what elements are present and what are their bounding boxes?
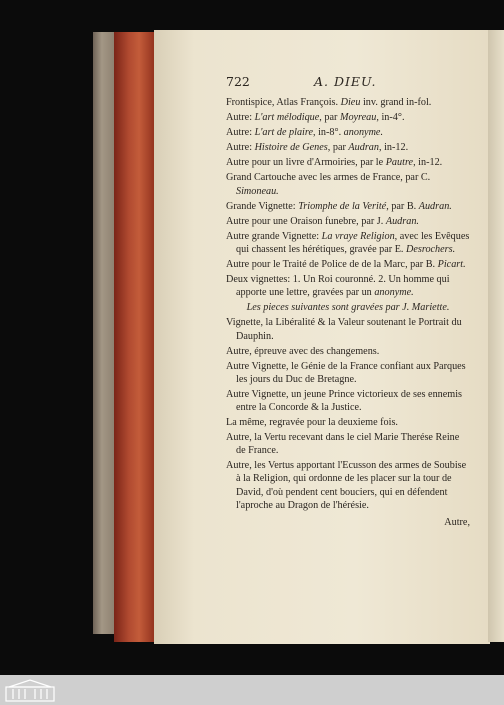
entry-text: Autre, épreuve avec des changemens. — [226, 345, 380, 357]
library-building-icon — [5, 678, 55, 702]
entry-italic-text: Histoire de Genes — [254, 142, 328, 154]
catalog-entry — [226, 126, 470, 139]
book-fore-edge — [93, 32, 115, 634]
entry-italic-text: Audran. — [418, 200, 452, 212]
entry-text: , par B. — [386, 200, 419, 212]
catalog-entry — [226, 230, 470, 256]
entry-text: , par — [327, 142, 349, 154]
entry-text: , in-4°. — [376, 112, 405, 124]
entry-text: , par — [319, 112, 340, 124]
entry-text: Deux vignettes: 1. Un Roi couronné. 2. Un homme qui apporte une lettre, gravées par un — [226, 274, 450, 299]
catalog-entry — [226, 171, 470, 197]
catalog-entry — [226, 431, 470, 457]
running-head: A. DIEU. — [314, 74, 377, 89]
section-heading: Les pieces suivantes sont gravées par J. Mariette. — [246, 302, 450, 314]
entry-italic-text: Audran — [348, 142, 379, 154]
catalog-entry — [226, 316, 470, 342]
entry-text: Autre: — [226, 112, 255, 124]
entry-italic-text: Desrochers. — [406, 243, 456, 255]
catalog-entry — [226, 345, 470, 358]
entry-italic-text: anonyme. — [374, 287, 414, 299]
facing-page-edge — [488, 30, 504, 642]
catalog-entry — [226, 360, 470, 386]
entry-italic-text: Audran. — [385, 215, 419, 227]
catalog-entry — [226, 388, 470, 414]
entry-text: , in-8°. — [312, 127, 344, 139]
catalog-entry — [226, 459, 470, 511]
viewer-footer-bar — [0, 675, 504, 705]
entry-italic-text: Dieu — [340, 97, 361, 108]
entry-text: Autre, les Vertus apportant l'Ecusson des armes de Soubise à la Religion, qui ordonne de les placer sur la tour de David, d'où pendent cent bouciers, qui en défendent l'aproche au Dragon de l'hérésie. — [226, 460, 467, 511]
catalog-entry — [226, 200, 470, 213]
entry-italic-text: L'art mélodique — [254, 112, 320, 124]
entry-italic-text: Pautre — [385, 157, 414, 169]
entry-text: La même, regravée pour la deuxieme fois. — [226, 417, 398, 429]
entry-text: Autre pour le Traité de Police de de la Marc, par B. — [226, 259, 438, 271]
entry-italic-text: Moyreau — [339, 112, 377, 124]
entry-text: inv. grand in-fol. — [360, 97, 432, 108]
entry-italic-text: anonyme. — [343, 127, 383, 139]
entry-text: Grande Vignette: — [226, 200, 299, 212]
entry-text: Autre pour une Oraison funebre, par J. — [226, 215, 386, 227]
book-edge-red — [114, 32, 156, 642]
page-number: 722 — [226, 74, 250, 89]
catalog-entry — [226, 215, 470, 228]
entry-list-mariette — [226, 316, 470, 511]
entry-text: Autre grande Vignette: — [226, 230, 322, 242]
entry-text: Autre Vignette, un jeune Prince victorieux de ses ennemis entre la Concorde & la Justice. — [226, 388, 462, 413]
entry-text: Grand Cartouche avec les armes de France, par C. — [226, 172, 431, 184]
entry-text: Vignette, la Libéralité & la Valeur soutenant le Portrait du Dauphin. — [226, 317, 462, 342]
entry-italic-text: L'art de plaire — [254, 127, 313, 139]
entry-italic-text: Simoneau. — [236, 185, 279, 197]
entry-italic-text: Triomphe de la Verité — [298, 200, 387, 212]
entry-text: , in-12. — [413, 157, 443, 169]
entry-text: Autre: — [226, 127, 255, 139]
page-text — [226, 96, 470, 529]
catalog-entry — [226, 273, 470, 299]
entry-text: , in-12. — [378, 142, 409, 154]
catchword: Autre, — [444, 516, 470, 528]
catalog-entry — [226, 96, 470, 109]
catalog-entry — [226, 156, 470, 169]
entry-italic-text: La vraye Religion — [321, 230, 395, 242]
entry-italic-text: Picart. — [437, 259, 466, 271]
entry-text: Autre pour un livre d'Armoiries, par le — [226, 157, 386, 169]
entry-text: Frontispice, Atlas François. — [226, 97, 341, 108]
entry-text: , avec les Evêques qui chassent les hérétiques, gravée par E. — [236, 230, 470, 255]
entry-list — [226, 96, 470, 299]
entry-text: Autre, la Vertu recevant dans le ciel Marie Therése Reine de France. — [226, 432, 460, 457]
catalog-entry — [226, 111, 470, 124]
catalog-entry — [226, 258, 470, 271]
entry-text: Autre: — [226, 142, 255, 154]
catalog-entry — [226, 416, 470, 429]
entry-text: Autre Vignette, le Génie de la France confiant aux Parques les jours du Duc de Bretagne. — [226, 360, 466, 385]
catalog-entry — [226, 141, 470, 154]
